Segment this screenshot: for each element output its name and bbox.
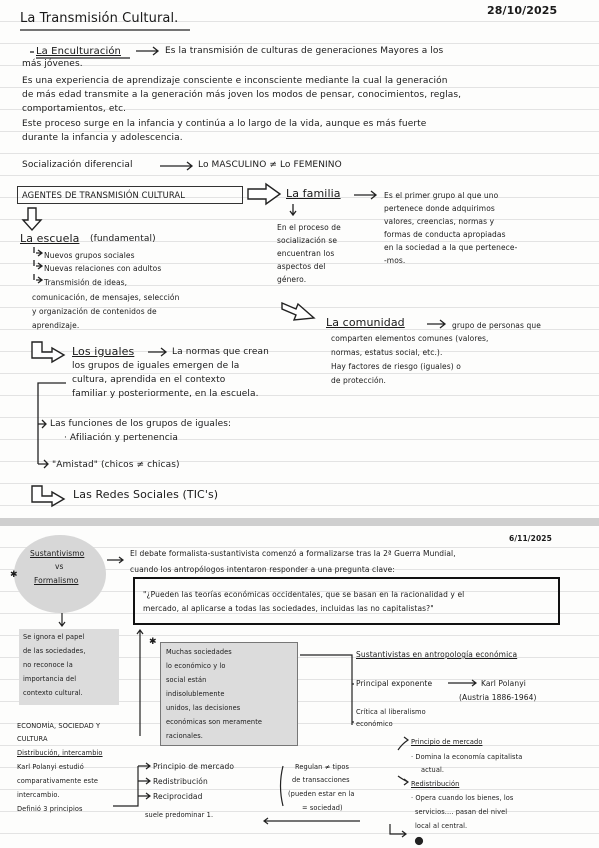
enculturacion-def: Es la transmisión de culturas de generaciones Mayores a los <box>165 46 444 56</box>
bubble-formalismo: Formalismo <box>34 576 79 585</box>
paragraph-1-line-2: de más edad transmite a la generación más joven los modos de pensar, conocimientos, reglas, <box>22 90 462 100</box>
familia-def-2: pertenece donde adquirimos <box>384 204 495 213</box>
bubble-sustantivismo: Sustantivismo <box>30 549 85 558</box>
amistad: "Amistad" (chicos ≠ chicas) <box>52 460 180 470</box>
familia-def-5: en la sociedad a la que pertenece- <box>384 243 518 252</box>
question-line-1: "¿Pueden las teorías económicas occidentales, que se basan en la racionalidad y el <box>143 590 465 599</box>
familia-sub-5: género. <box>277 275 307 284</box>
right-mercado-title: Principio de mercado <box>411 738 483 746</box>
paragraph-1-line-1: Es una experiencia de aprendizaje consciente e inconsciente mediante la cual la generación <box>22 76 448 86</box>
left-box-2: de las sociedades, <box>23 647 86 655</box>
agentes-title: AGENTES DE TRANSMISIÓN CULTURAL <box>22 190 186 200</box>
question-line-2: mercado, al aplicarse a todas las sociedades, incluidas las no capitalistas?" <box>143 604 434 613</box>
bubble-vs: vs <box>55 562 64 571</box>
star-icon-2: ✱ <box>149 637 157 647</box>
eco-title-2: CULTURA <box>17 735 48 743</box>
eco-subtitle: Distribución, intercambio <box>17 749 103 757</box>
regulan-1: Regulan ≠ tipos <box>295 763 350 771</box>
regulan-3: (pueden estar en la <box>288 790 355 798</box>
mid-box-6: económicas son meramente <box>166 718 263 726</box>
funciones-heading: Las funciones de los grupos de iguales: <box>50 419 232 429</box>
page-title: La Transmisión Cultural. <box>20 11 179 26</box>
sustantivistas-title: Sustantivistas en antropología económica <box>356 650 518 659</box>
principal-exponente: Principal exponente <box>356 679 433 688</box>
left-box-5: contexto cultural. <box>23 689 83 697</box>
page-date: 28/10/2025 <box>487 4 558 17</box>
left-box-1: Se ignora el papel <box>23 633 85 641</box>
page2-date: 6/11/2025 <box>509 534 552 543</box>
notebook-page-2 <box>0 526 599 848</box>
eco-title-1: ECONOMÍA, SOCIEDAD Y <box>17 722 101 730</box>
escuela-heading: La escuela <box>20 232 80 245</box>
comunidad-def-5: de protección. <box>331 376 387 385</box>
familia-sub-2: socialización se <box>277 236 338 245</box>
paragraph-1-line-3: comportamientos, etc. <box>22 104 127 114</box>
right-redis-3: local al central. <box>415 822 468 830</box>
familia-def-3: valores, creencias, normas y <box>384 217 495 226</box>
iguales-def-1: La normas que crean <box>172 347 269 357</box>
principio-3: Reciprocidad <box>153 792 203 801</box>
escuela-item-1: Nuevos grupos sociales <box>44 251 135 260</box>
familia-sub-4: aspectos del <box>277 262 326 271</box>
escuela-note: (fundamental) <box>90 234 156 244</box>
page-divider <box>0 518 599 526</box>
familia-def-4: formas de conducta apropiadas <box>384 230 506 239</box>
principio-2: Redistribución <box>153 777 208 786</box>
debate-line-2: cuando los antropólogos intentaron responder a una pregunta clave: <box>130 565 396 574</box>
critica-liberalismo-2: económico <box>356 720 393 728</box>
familia-heading: La familia <box>286 187 341 200</box>
escuela-item-3: Transmisión de ideas, <box>44 278 128 287</box>
iguales-def-2: los grupos de iguales emergen de la <box>72 361 240 371</box>
mid-box-3: social están <box>166 676 207 684</box>
familia-def-1: Es el primer grupo al que uno <box>384 191 499 200</box>
iguales-heading: Los iguales <box>72 345 135 358</box>
debate-line-1: El debate formalista-sustantivista comenzó a formalizarse tras la 2ª Guerra Mundial, <box>130 549 456 558</box>
principio-1: Principio de mercado <box>153 762 235 771</box>
paragraph-2-line-1: Este proceso surge en la infancia y continúa a lo largo de la vida, aunque es más fuerte <box>22 119 427 129</box>
familia-def-6: -mos. <box>384 256 406 265</box>
right-redis-title: Redistribución <box>411 780 460 788</box>
right-mercado-2: actual. <box>421 766 445 774</box>
iguales-def-4: familiar y posteriormente, en la escuela. <box>72 389 259 399</box>
comunidad-def-3: normas, estatus social, etc.). <box>331 348 443 357</box>
right-mercado-1: · Domina la economía capitalista <box>411 753 523 761</box>
eco-line-1: Karl Polanyi estudió <box>17 763 84 771</box>
escuela-cont-1: comunicación, de mensajes, selección <box>32 293 180 302</box>
iguales-def-3: cultura, aprendida en el contexto <box>72 375 226 385</box>
eco-line-2: comparativamente este <box>17 777 99 785</box>
comunidad-def-2: comparten elementos comunes (valores, <box>331 334 489 343</box>
critica-liberalismo: Crítica al liberalismo <box>356 708 426 716</box>
mid-box-1: Muchas sociedades <box>166 648 232 656</box>
socializacion-diferencial: Socialización diferencial <box>22 160 133 170</box>
mid-box-2: lo económico y lo <box>166 662 226 670</box>
escuela-cont-2: y organización de contenidos de <box>32 307 157 316</box>
right-redis-1: · Opera cuando los bienes, los <box>411 794 514 802</box>
debate-bubble <box>14 535 106 613</box>
comunidad-def-1: grupo de personas que <box>452 321 541 330</box>
familia-sub-3: encuentran los <box>277 249 335 258</box>
left-box-3: no reconoce la <box>23 661 73 669</box>
familia-sub-1: En el proceso de <box>277 223 341 232</box>
masculino-femenino: Lo MASCULINO ≠ Lo FEMENINO <box>198 160 342 170</box>
eco-line-3: intercambio. <box>17 791 60 799</box>
mid-box-4: indisolublemente <box>166 690 225 698</box>
regulan-2: de transacciones <box>292 776 350 784</box>
enculturacion-def-cont: más jóvenes. <box>22 59 83 69</box>
left-box-4: importancia del <box>23 675 77 683</box>
mid-box-7: racionales. <box>166 732 203 740</box>
comunidad-heading: La comunidad <box>326 316 405 329</box>
star-icon: ✱ <box>10 570 18 580</box>
escuela-cont-3: aprendizaje. <box>32 321 80 330</box>
right-redis-2: servicios.... pasan del nivel <box>415 808 508 816</box>
comunidad-def-4: Hay factores de riesgo (iguales) o <box>331 362 461 371</box>
funciones-item: · Afiliación y pertenencia <box>64 433 178 443</box>
karl-polanyi: Karl Polanyi <box>481 679 526 688</box>
mid-box-5: unidos, las decisiones <box>166 704 241 712</box>
regulan-4: = sociedad) <box>302 804 343 812</box>
escuela-item-2: Nuevas relaciones con adultos <box>44 264 162 273</box>
suele-predominar: suele predominar 1. <box>145 811 214 819</box>
question-box <box>133 577 560 625</box>
enculturacion-term: La Enculturación <box>36 46 121 57</box>
paragraph-2-line-2: durante la infancia y adolescencia. <box>22 133 183 143</box>
eco-line-4: Definió 3 principios <box>17 805 83 813</box>
redes-sociales: Las Redes Sociales (TIC's) <box>73 488 219 501</box>
polanyi-dates: (Austria 1886-1964) <box>459 693 537 702</box>
